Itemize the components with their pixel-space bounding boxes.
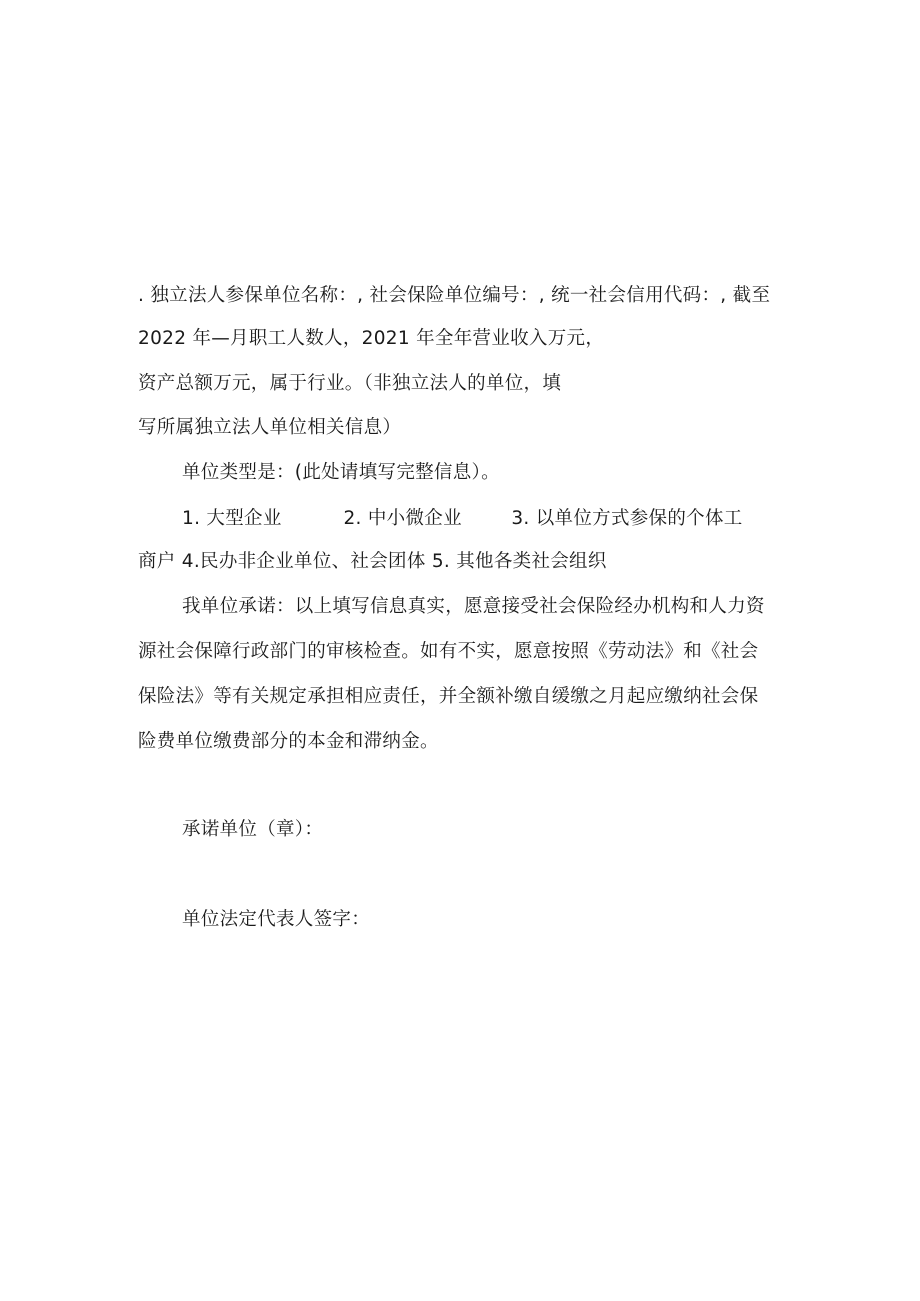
commitment-line-3: 保险法》等有关规定承担相应责任，并全额补缴自缓缴之月起应缴纳社会保 <box>138 686 759 707</box>
commitment-line-2: 源社会保障行政部门的审核检查。如有不实，愿意按照《劳动法》和《社会 <box>138 641 759 662</box>
unit-info-line-2: 2022 年—月职工人数人，2021 年全年营业收入万元， <box>138 328 605 349</box>
unit-type-prompt: 单位类型是：(此处请填写完整信息）。 <box>182 462 500 483</box>
unit-info-line-3: 资产总额万元，属于行业。（非独立法人的单位，填 <box>138 373 562 394</box>
unit-type-options-line-1: 1. 大型企业 2. 中小微企业 3. 以单位方式参保的个体工 <box>182 508 743 529</box>
unit-type-options-line-2: 商户 4.民办非企业单位、社会团体 5. 其他各类社会组织 <box>138 551 607 572</box>
seal-label: 承诺单位（章）： <box>182 819 324 840</box>
commitment-line-4: 险费单位缴费部分的本金和滞纳金。 <box>138 731 439 752</box>
commitment-line-1: 我单位承诺：以上填写信息真实，愿意接受社会保险经办机构和人力资 <box>182 596 765 617</box>
unit-info-line-1: . 独立法人参保单位名称：, 社会保险单位编号：, 统一社会信用代码：, 截至 <box>138 285 771 306</box>
signature-label: 单位法定代表人签字： <box>182 909 371 930</box>
unit-info-line-4: 写所属独立法人单位相关信息） <box>138 417 402 438</box>
